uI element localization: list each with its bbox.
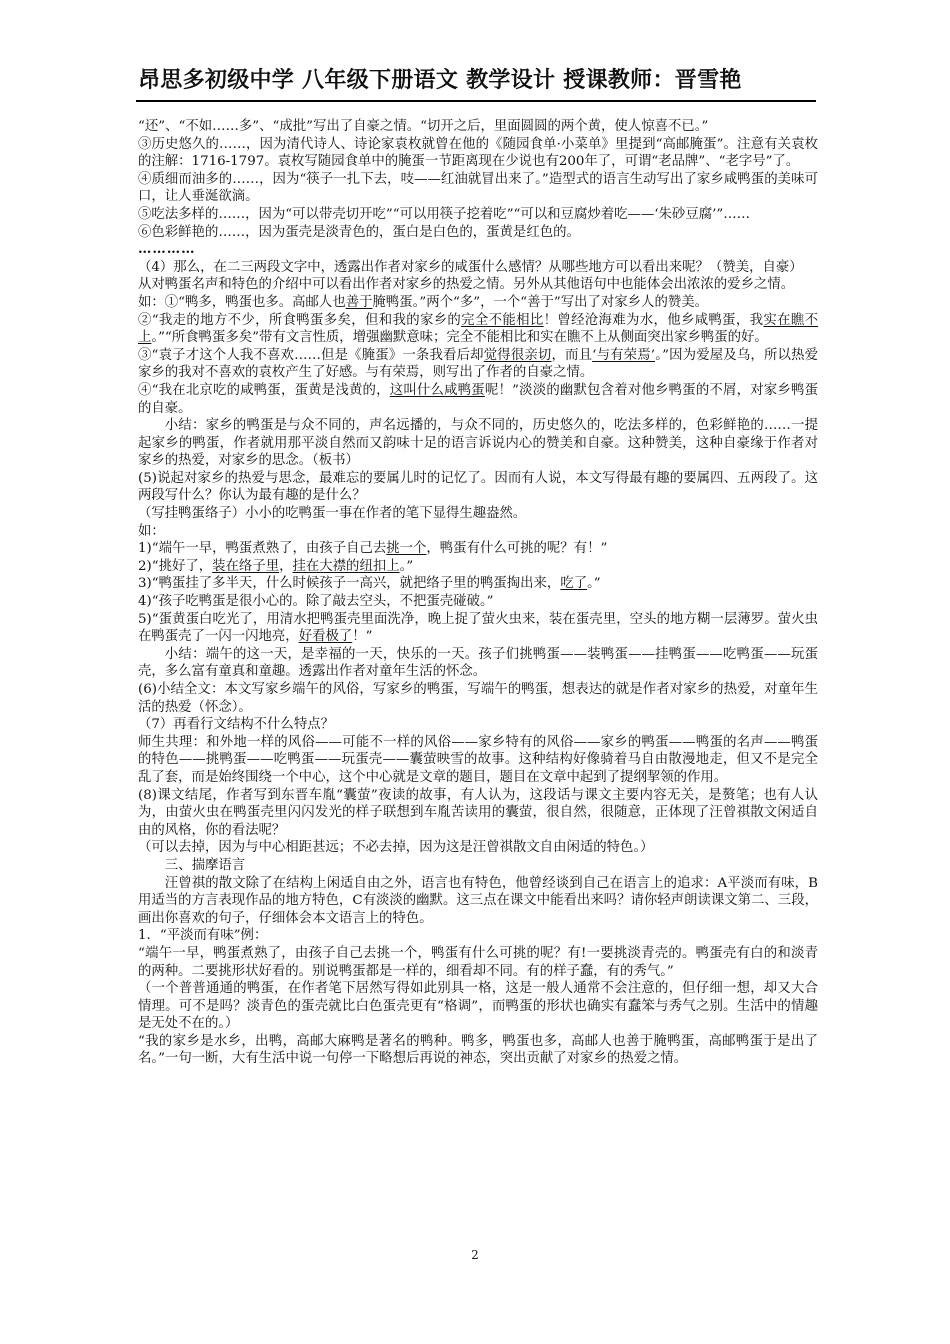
paragraph: （写挂鸭蛋络子）小小的吃鸭蛋一事在作者的笔下显得生趣盎然。 (138, 506, 527, 522)
paragraph: 从对鸭蛋名声和特色的介绍中可以看出作者对家乡的热爱之情。另外从其他语句中也能体会出浓浓的爱乡之情。 (138, 277, 795, 293)
underlined-phrase: 吃了 (560, 576, 588, 592)
paragraph: ⑥色彩鲜艳的……，因为蛋壳是淡青色的，蛋白是白色的，蛋黄是红色的。 (138, 224, 580, 240)
paragraph: 2)“挑好了，装在络子里，挂在大襟的纽扣上。” (138, 558, 414, 574)
paragraph: (6)小结全文：本文写家乡端午的风俗，写家乡的鸭蛋，写端午的鸭蛋，想表达的就是作者对家乡的热爱，对童年生活的热爱（怀念）。 (138, 682, 818, 715)
paragraph: 如： (138, 523, 165, 539)
paragraph: 师生共理：和外地一样的风俗——可能不一样的风俗——家乡特有的风俗——家乡的鸭蛋——鸭蛋的名声——鸭蛋的特色——挑鸭蛋——吃鸭蛋——玩蛋壳——囊萤映雪的故事。这种结构好像骑着马自由散漫地走，但又不是完全乱了套，而是始终围绕一个中心，这个中心就是文章的题目，题目在文章中起到了提纲挈领的作用。 (138, 734, 818, 785)
paragraph: (8)课文结尾，作者写到东晋车胤“囊萤”夜读的故事，有人认为，这段话与课文主要内容无关，是赘笔；也有人认为，由萤火虫在鸭蛋壳里闪闪发光的样子联想到车胤苦读用的囊萤，很自然，很随意，正体现了汪曾祺散文闲适自由的风格，你的看法呢？ (138, 787, 818, 838)
paragraph: （4）那么，在二三两段文字中，透露出作者对家乡的咸蛋什么感情？从哪些地方可以看出来呢？（赞美，自豪） (138, 259, 803, 275)
underlined-phrase: 善于 (345, 294, 373, 310)
underlined-phrase: 好看极了 (298, 629, 353, 645)
paragraph: （7）再看行文结构不什么特点？ (138, 717, 334, 733)
paragraph: （一个普普通通的鸭蛋，在作者笔下居然写得如此别具一格，这是一般人通常不会注意的，但仔细一想，却又大合情理。可不是吗？淡青色的蛋壳就比白色蛋壳更有“格调”，而鸭蛋的形状也确实有蠢笨与秀气之别。生活中的情趣是无处不在的。） (138, 981, 818, 1032)
page-number: 2 (471, 1248, 479, 1262)
paragraph: (5)说起对家乡的热爱与思念，最难忘的要属儿时的记忆了。因而有人说，本文写得最有趣的要属四、五两段了。这两段写什么？你认为最有趣的是什么？ (138, 470, 818, 504)
underlined-phrase: 这叫什么咸鸭蛋 (389, 382, 485, 398)
underlined-phrase: 实在瞧不上 (138, 312, 819, 346)
paragraph: ③“袁子才这个人我不喜欢……但是《腌蛋》一条我看后却觉得很亲切，而且‘与有荣焉’。”因为爱屋及乌，所以热爱家乡的我对不喜欢的袁枚产生了好感。与有荣焉，则写出了作者的自豪之情。 (138, 347, 819, 381)
underlined-phrase: 完全不能相比 (461, 312, 544, 328)
document-body (138, 118, 818, 1068)
underlined-phrase: ‘与有荣焉’ (592, 347, 656, 363)
header-divider (136, 100, 816, 102)
paragraph: “我的家乡是水乡，出鸭，高邮大麻鸭是著名的鸭种。鸭多，鸭蛋也多，高邮人也善于腌鸭蛋，高邮鸭蛋于是出了名。”一句一断，大有生活中说一句停一下略想后再说的神态，突出贡献了对家乡的热爱之情。 (138, 1033, 818, 1067)
paragraph: ②“我走的地方不少，所食鸭蛋多矣，但和我的家乡的完全不能相比！曾经沧海难为水，他乡咸鸭蛋，我实在瞧不上。”“所食鸭蛋多矣”带有文言性质，增强幽默意味；完全不能相比和实在瞧不上从侧面突出家乡鸭蛋的好。 (138, 312, 819, 346)
paragraph: “端午一早，鸭蛋煮熟了，由孩子自己去挑一个，鸭蛋有什么可挑的呢？有!一要挑淡青壳的。鸭蛋壳有白的和淡青的两种。二要挑形状好看的。别说鸭蛋都是一样的，细看却不同。有的样子蠢，有的秀气。” (138, 945, 818, 979)
paragraph: 1)“端午一早，鸭蛋煮熟了，由孩子自己去挑一个，鸭蛋有什么可挑的呢？有！” (138, 541, 608, 557)
paragraph: ④“我在北京吃的咸鸭蛋，蛋黄是浅黄的，这叫什么咸鸭蛋呢！”淡淡的幽默包含着对他乡鸭蛋的不屑，对家乡鸭蛋的自豪。 (138, 382, 818, 416)
paragraph: 小结：家乡的鸭蛋是与众不同的，声名远播的，与众不同的，历史悠久的，吃法多样的，色彩鲜艳的……一提起家乡的鸭蛋，作者就用那平淡自然而又韵味十足的语言诉说内心的赞美和自豪。这种赞美，这种自豪缘于作者对家乡的热爱，对家乡的思念。（板书） (138, 418, 818, 469)
paragraph: ………… (138, 241, 196, 258)
paragraph: ③历史悠久的……，因为清代诗人、诗论家袁枚就曾在他的《随园食单·小菜单》里提到“高邮腌蛋”。注意有关袁枚的注解：1716-1797。袁枚写随园食单中的腌蛋一节距离现在少说也有200年了，可谓“老品牌”、“老字号”了。 (138, 136, 818, 170)
paragraph: 3)“鸭蛋挂了多半天，什么时候孩子一高兴，就把络子里的鸭蛋掏出来，吃了。” (138, 576, 601, 592)
page-header-title: 昂思多初级中学 八年级下册语文 教学设计 授课教师：晋雪艳 (138, 68, 742, 93)
underlined-phrase: 装在络子里 (212, 558, 280, 574)
paragraph: 如：①“鸭多，鸭蛋也多。高邮人也善于腌鸭蛋。”两个“多”，一个“善于”写出了对家乡人的赞美。 (138, 294, 709, 310)
paragraph: ④质细而油多的……，因为“筷子一扎下去，吱——红油就冒出来了。”造型式的语言生动写出了家乡咸鸭蛋的美味可口，让人垂涎欲滴。 (138, 171, 818, 205)
paragraph: 1．“平淡而有味”例： (138, 928, 268, 944)
paragraph: 三、揣摩语言 (164, 857, 246, 873)
underlined-phrase: 觉得很亲切 (483, 347, 552, 363)
paragraph: 5)“蛋黄蛋白吃光了，用清水把鸭蛋壳里面洗净，晚上捉了萤火虫来，装在蛋壳里，空头的地方糊一层薄罗。萤火虫在鸭蛋壳了一闪一闪地亮，好看极了！” (138, 611, 818, 645)
paragraph: 小结：端午的这一天，是幸福的一天，快乐的一天。孩子们挑鸭蛋——装鸭蛋——挂鸭蛋——吃鸭蛋——玩蛋壳，多么富有童真和童趣。透露出作者对童年生活的怀念。 (138, 646, 818, 680)
paragraph: ⑤吃法多样的……，因为“可以带壳切开吃”“可以用筷子挖着吃”“可以和豆腐炒着吃——‘朱砂豆腐’”…… (138, 206, 750, 222)
underlined-phrase: 挂在大襟的纽扣上 (292, 558, 400, 574)
paragraph: “还”、“不如……多”、“成批”写出了自豪之情。“切开之后，里面圆圆的两个黄，使人惊喜不已。” (138, 119, 709, 134)
paragraph: 4)“孩子吃鸭蛋是很小心的。除了敲去空头，不把蛋壳碰破。” (138, 594, 494, 610)
paragraph: 汪曾祺的散文除了在结构上闲适自由之外，语言也有特色，他曾经谈到自己在语言上的追求：A平淡而有味，B用适当的方言表现作品的地方特色，C有淡淡的幽默。这三点在课文中能看出来吗？请你轻声朗读课文第二、三段，画出你喜欢的句子，仔细体会本文语言上的特色。 (138, 875, 818, 926)
paragraph: （可以去掉，因为与中心相距甚远；不必去掉，因为这是汪曾祺散文自由闲适的特色。） (138, 840, 654, 856)
underlined-phrase: 挑一个 (386, 541, 427, 557)
